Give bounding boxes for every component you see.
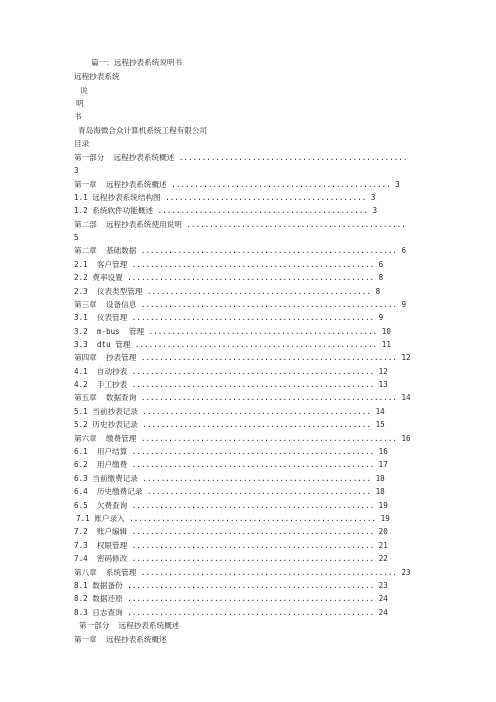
toc-entry: 3.1 仪表管理 ..................................................... 9: [74, 313, 384, 322]
company-name: 青岛海微合众计算机系统工程有限公司: [78, 126, 208, 135]
toc-entry: 5.2 历史抄表记录 .................................................. 15: [74, 420, 385, 429]
toc-entry: 6.4 历史缴费记录 ................................................. 18: [74, 487, 385, 496]
toc-entry: 3.3 dtu 管理 ..................................................... 11: [74, 340, 391, 349]
toc-entry: 2.2 费率设置 ...................................................... 8: [74, 273, 384, 282]
toc-entry: 4.1 自动抄表 ..................................................... 12: [74, 367, 388, 376]
toc-entry: 3.2 m-bus 管理 .................................................. 10: [74, 327, 391, 336]
toc-entry: 第三章 设备信息 ........................................................ 9: [74, 300, 407, 309]
toc-entry: 6.1 用户结算 ..................................................... 16: [74, 447, 388, 456]
toc-entry: 5.1 当前抄表记录 .................................................. 14: [74, 407, 385, 416]
toc-entry: 第一部分 远程抄表系统概述 ..................................................: [74, 153, 408, 162]
toc-entry: 第六章 缴费管理 ........................................................ 16: [74, 434, 411, 443]
doc-title: 篇一：远程抄表系统说明书: [91, 58, 183, 67]
toc-entry: 4.2 手工抄表 ..................................................... 13: [74, 380, 388, 389]
toc-entry: 第二章 基础数据 ........................................................ 6: [74, 246, 407, 255]
toc-entry: 第四章 抄表管理 ........................................................ 12: [74, 353, 411, 362]
toc-entry: 7.2 账户编辑 ..................................................... 20: [74, 527, 388, 536]
toc-entry: 6.3 当前缴费记录 .................................................. 18: [74, 474, 385, 483]
toc-entry: 6.5 欠费查询 ..................................................... 19: [74, 501, 388, 510]
toc-entry: 第八章 系统管理 ........................................................ 23: [74, 568, 411, 577]
toc-heading: 目录: [74, 139, 90, 148]
toc-entry: 1.1 远程抄表系统结构图 ............................................ 3: [74, 193, 376, 202]
toc-entry: 8.3 日志查询 ...................................................... 24: [74, 608, 388, 617]
toc-entry: 1.2 系统软件功能概述 .............................................. 3: [74, 206, 378, 215]
section-heading: 第一部分 远程抄表系统概述: [79, 621, 180, 630]
title-char-1: 说: [80, 86, 88, 95]
toc-entry: 第一章 远程抄表系统概述 ................................................ 3: [74, 180, 400, 189]
toc-entry: 8.2 数据还原 ...................................................... 24: [74, 594, 388, 603]
toc-entry: 6.2 用户缴费 ..................................................... 17: [74, 460, 388, 469]
toc-entry-page: 5: [74, 233, 79, 242]
title-char-3: 书: [74, 112, 82, 121]
toc-entry-page: 3: [74, 166, 79, 175]
chapter-heading: 第一章 远程抄表系统概述: [74, 635, 167, 644]
toc-entry: 7.1 账户录入 ...................................................... 19: [76, 514, 390, 523]
title-char-2: 明: [76, 99, 84, 108]
toc-entry: 第五章 数据查询 ........................................................ 14: [74, 393, 411, 402]
toc-entry: 2.3 仪表类型管理 ................................................. 8: [74, 287, 381, 296]
system-name: 远程抄表系统: [74, 72, 120, 81]
toc-entry: 2.1 客户管理 ..................................................... 6: [74, 260, 384, 269]
toc-entry: 7.3 权限管理 ..................................................... 21: [74, 541, 388, 550]
toc-entry: 第二部 远程抄表系统使用说明 ................................................: [74, 220, 406, 229]
toc-entry: 7.4 密码修改 ..................................................... 22: [74, 554, 388, 563]
toc-entry: 8.1 数据备份 ...................................................... 23: [74, 581, 388, 590]
